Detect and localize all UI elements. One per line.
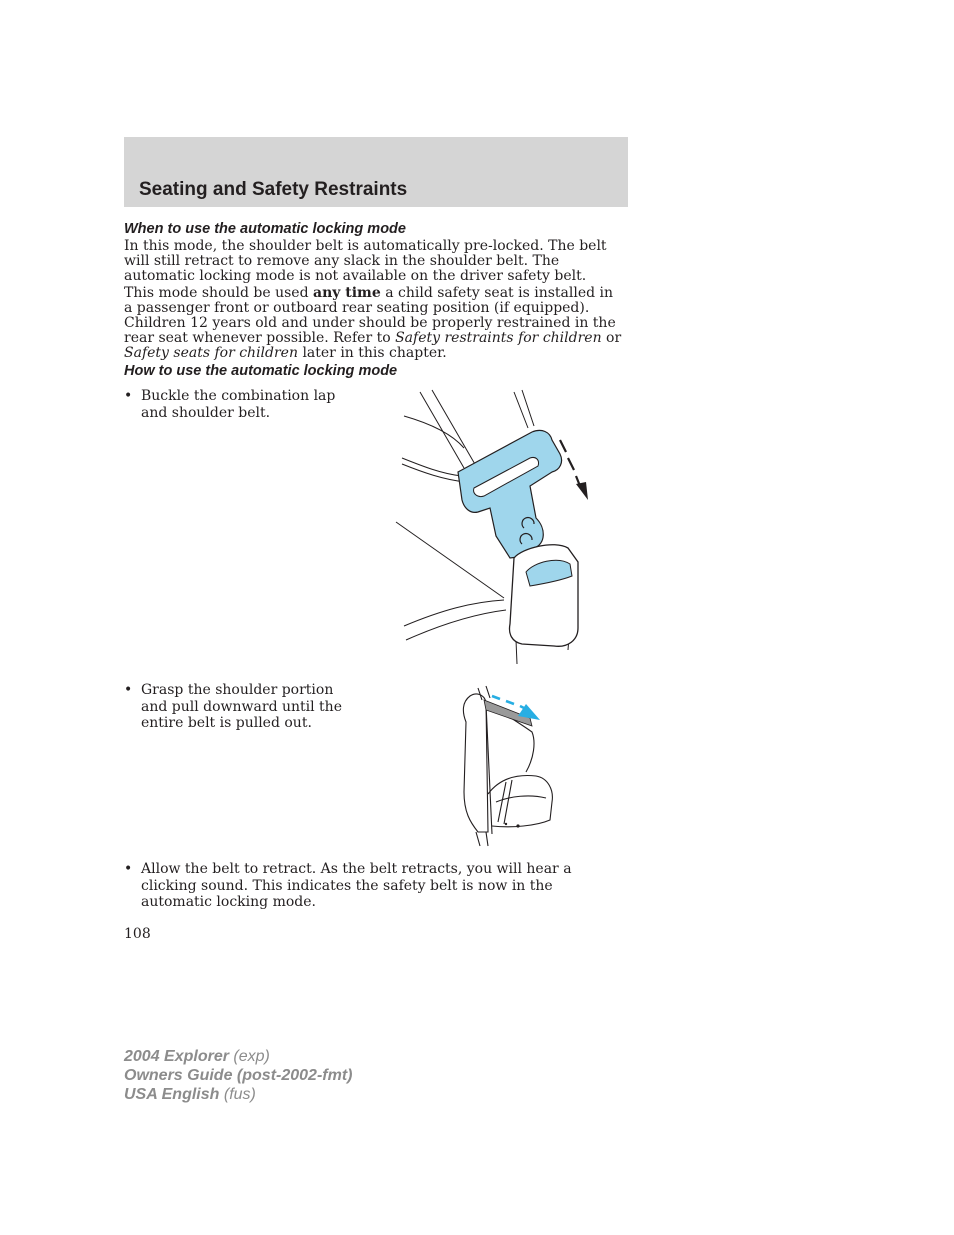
- reference-safety-restraints-for-children: Safety restraints for children: [395, 330, 602, 346]
- footer-guide: Owners Guide (post-2002-fmt): [124, 1067, 353, 1084]
- footer-line: [124, 1085, 352, 1104]
- bullet-glyph: •: [124, 682, 133, 698]
- document-footer: [124, 1047, 352, 1104]
- footer-model-code: (exp): [233, 1048, 270, 1065]
- section-title: Seating and Safety Restraints: [139, 179, 408, 200]
- emphasis-any-time: any time: [313, 285, 381, 301]
- list-item: [124, 682, 364, 732]
- reference-safety-seats-for-children: Safety seats for children: [124, 345, 298, 361]
- bullet-text: Grasp the shoulder portion and pull downward until the entire belt is pulled out.: [141, 682, 342, 731]
- bullet-glyph: •: [124, 861, 133, 877]
- footer-line: [124, 1066, 352, 1085]
- paragraph-locking-mode-description: In this mode, the shoulder belt is automatically pre-locked. The belt will still retract to remove any slack in the shoulder belt. The automatic locking mode is not available on the driver safety belt.: [124, 238, 607, 284]
- section-header-band: [124, 137, 628, 207]
- list-item: [124, 388, 364, 421]
- footer-line: [124, 1047, 352, 1066]
- paragraph-text: later in this chapter.: [298, 345, 447, 361]
- heading-how-to-use: How to use the automatic locking mode: [124, 363, 398, 379]
- paragraph-text: or: [601, 330, 622, 346]
- footer-model: 2004 Explorer: [124, 1048, 229, 1065]
- bullet-text: Buckle the combination lap and shoulder belt.: [141, 388, 336, 421]
- footer-language-code: (fus): [223, 1086, 256, 1103]
- main-content: [124, 222, 624, 381]
- buckle-illustration: [392, 388, 622, 668]
- bullet-text: Allow the belt to retract. As the belt retracts, you will hear a clicking sound. This indicates the safety belt is now in the automatic locking mode.: [141, 861, 572, 910]
- paragraph-text: This mode should be used: [124, 285, 313, 301]
- page-number: 108: [124, 926, 151, 942]
- paragraph-text: a child safety seat is installed in a passenger front or outboard rear seating position (if equipped). Children 12 years old and under should be properly restrained in the rear seat whenever possible. Refer to: [124, 285, 616, 346]
- footer-language: USA English: [124, 1086, 220, 1103]
- bullet-glyph: •: [124, 388, 133, 404]
- shoulder-belt-illustration: [456, 682, 566, 850]
- list-item: [124, 861, 624, 911]
- paragraph-when-to-use: [124, 286, 624, 361]
- heading-when-to-use: When to use the automatic locking mode: [124, 221, 406, 237]
